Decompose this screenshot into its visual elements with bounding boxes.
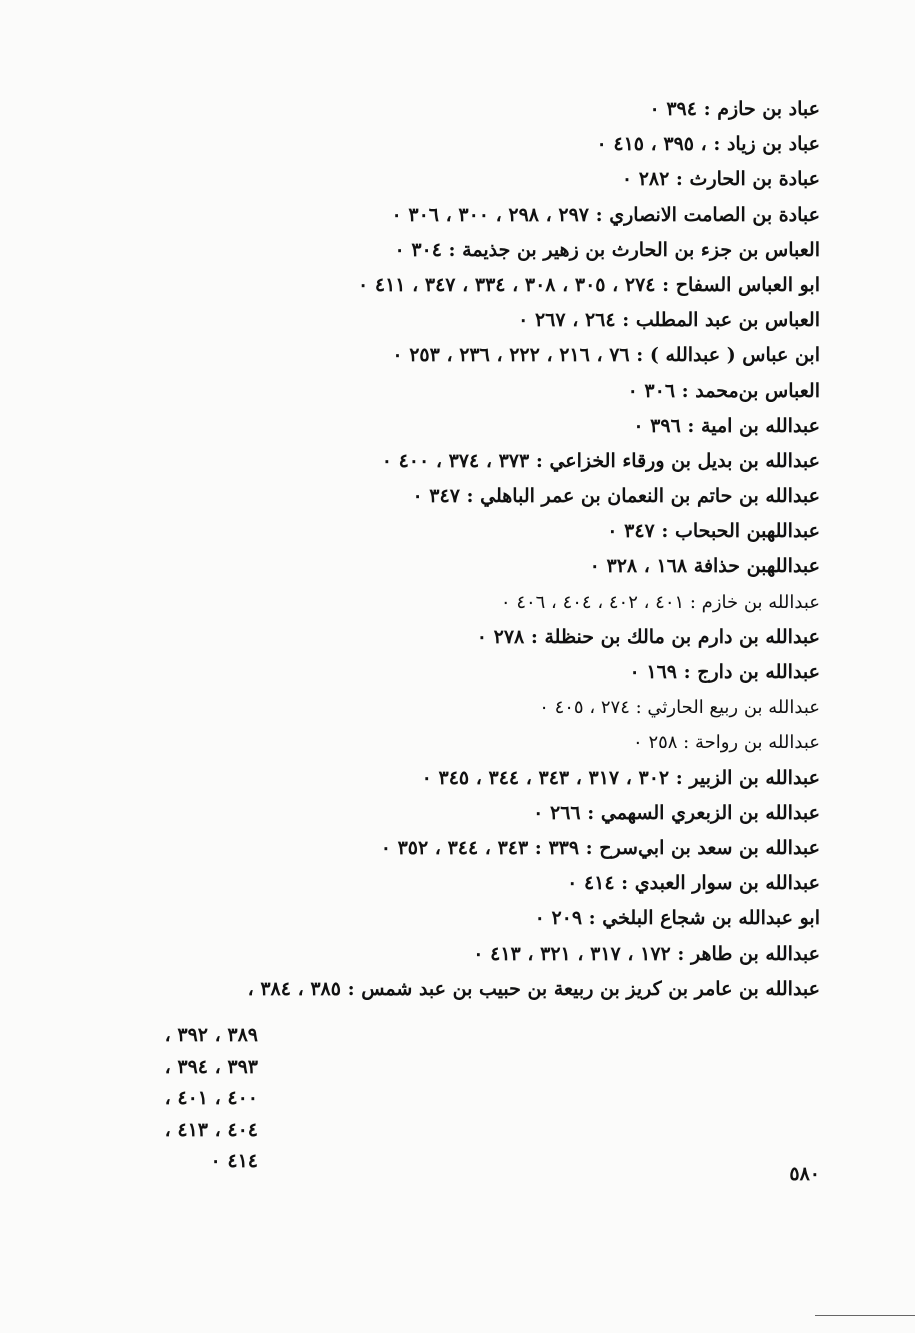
index-entry: عبدالله بن سوار العبدي : ٤١٤ ٠ — [567, 872, 820, 895]
continuation-line: ٤٠٠ ، ٤٠١ ، — [164, 1087, 258, 1109]
index-entry: عبدالله بن الزبير : ٣٠٢ ، ٣١٧ ، ٣٤٣ ، ٣٤٤ ، ٣٤٥ ٠ — [421, 766, 820, 789]
index-entry: عبدالله بن طاهر : ١٧٢ ، ٣١٧ ، ٣٢١ ، ٤١٣ ٠ — [473, 942, 820, 965]
page-references-continuation — [118, 1020, 258, 1178]
index-entry: ابن عباس ( عبدالله ) : ٧٦ ، ٢١٦ ، ٢٢٢ ، ٢٣٦ ، ٢٥٣ ٠ — [392, 344, 820, 367]
index-entry: عبداللهبن الحبحاب : ٣٤٧ ٠ — [607, 520, 820, 543]
index-entry: عبدالله بن دارم بن مالك بن حنظلة : ٢٧٨ ٠ — [476, 625, 820, 648]
index-entry: عبدالله بن بديل بن ورقاء الخزاعي : ٣٧٣ ، ٣٧٤ ، ٤٠٠ ٠ — [381, 449, 820, 472]
index-entry: عباد بن زياد : ، ٣٩٥ ، ٤١٥ ٠ — [596, 133, 820, 156]
index-entry: عبدالله بن ربيع الحارثي : ٢٧٤ ، ٤٠٥ ٠ — [539, 697, 820, 719]
index-entry: عبادة بن الحارث : ٢٨٢ ٠ — [621, 168, 820, 191]
index-entry: عبدالله بن امية : ٣٩٦ ٠ — [633, 414, 820, 437]
index-entry: ابو عبدالله بن شجاع البلخي : ٢٠٩ ٠ — [534, 907, 820, 930]
index-entry: عبداللهبن حذافة ١٦٨ ، ٣٢٨ ٠ — [589, 555, 820, 578]
continuation-line: ٤٠٤ ، ٤١٣ ، — [164, 1118, 258, 1141]
index-entry: ابو العباس السفاح : ٢٧٤ ، ٣٠٥ ، ٣٠٨ ، ٣٣٤ ، ٣٤٧ ، ٤١١ ٠ — [358, 273, 820, 296]
page-number: ٥٨٠ — [789, 1163, 820, 1185]
index-entry: العباس بن‌محمد : ٣٠٦ ٠ — [627, 379, 820, 402]
index-entry: العباس بن جزء بن الحارث بن زهير بن جذيمة : ٣٠٤ ٠ — [394, 238, 820, 261]
continuation-line: ٣٩٣ ، ٣٩٤ ، — [164, 1055, 258, 1078]
index-entry: عبدالله بن خازم : ٤٠١ ، ٤٠٢ ، ٤٠٤ ، ٤٠٦ ٠ — [500, 591, 820, 613]
index-entry: عبادة بن الصامت الانصاري : ٢٩٧ ، ٢٩٨ ، ٣٠٠ ، ٣٠٦ ٠ — [391, 203, 820, 226]
continuation-line: ٤١٤ ٠ — [210, 1150, 258, 1172]
index-entry: عبدالله بن دارج : ١٦٩ ٠ — [629, 661, 820, 683]
index-entry: عبدالله بن رواحة : ٢٥٨ ٠ — [633, 732, 820, 754]
index-entry: عبدالله بن الزبعري السهمي : ٢٦٦ ٠ — [533, 801, 820, 824]
bottom-rule — [815, 1315, 915, 1316]
index-entry: عباد بن حازم : ٣٩٤ ٠ — [649, 98, 820, 120]
index-entry: العباس بن عبد المطلب : ٢٦٤ ، ٢٦٧ ٠ — [518, 309, 820, 332]
name-index-list — [80, 92, 820, 1007]
index-entry: عبدالله بن حاتم بن النعمان بن عمر الباهلي : ٣٤٧ ٠ — [412, 485, 820, 508]
index-entry: عبدالله بن سعد بن ابي‌سرح : ٣٣٩ : ٣٤٣ ، ٣٤٤ ، ٣٥٢ ٠ — [380, 836, 820, 859]
continuation-line: ٣٨٩ ، ٣٩٢ ، — [164, 1024, 258, 1046]
index-entry: عبدالله بن عامر بن كريز بن ربيعة بن حبيب بن عبد شمس : ٣٨٥ ، ٣٨٤ ، — [247, 977, 820, 1000]
